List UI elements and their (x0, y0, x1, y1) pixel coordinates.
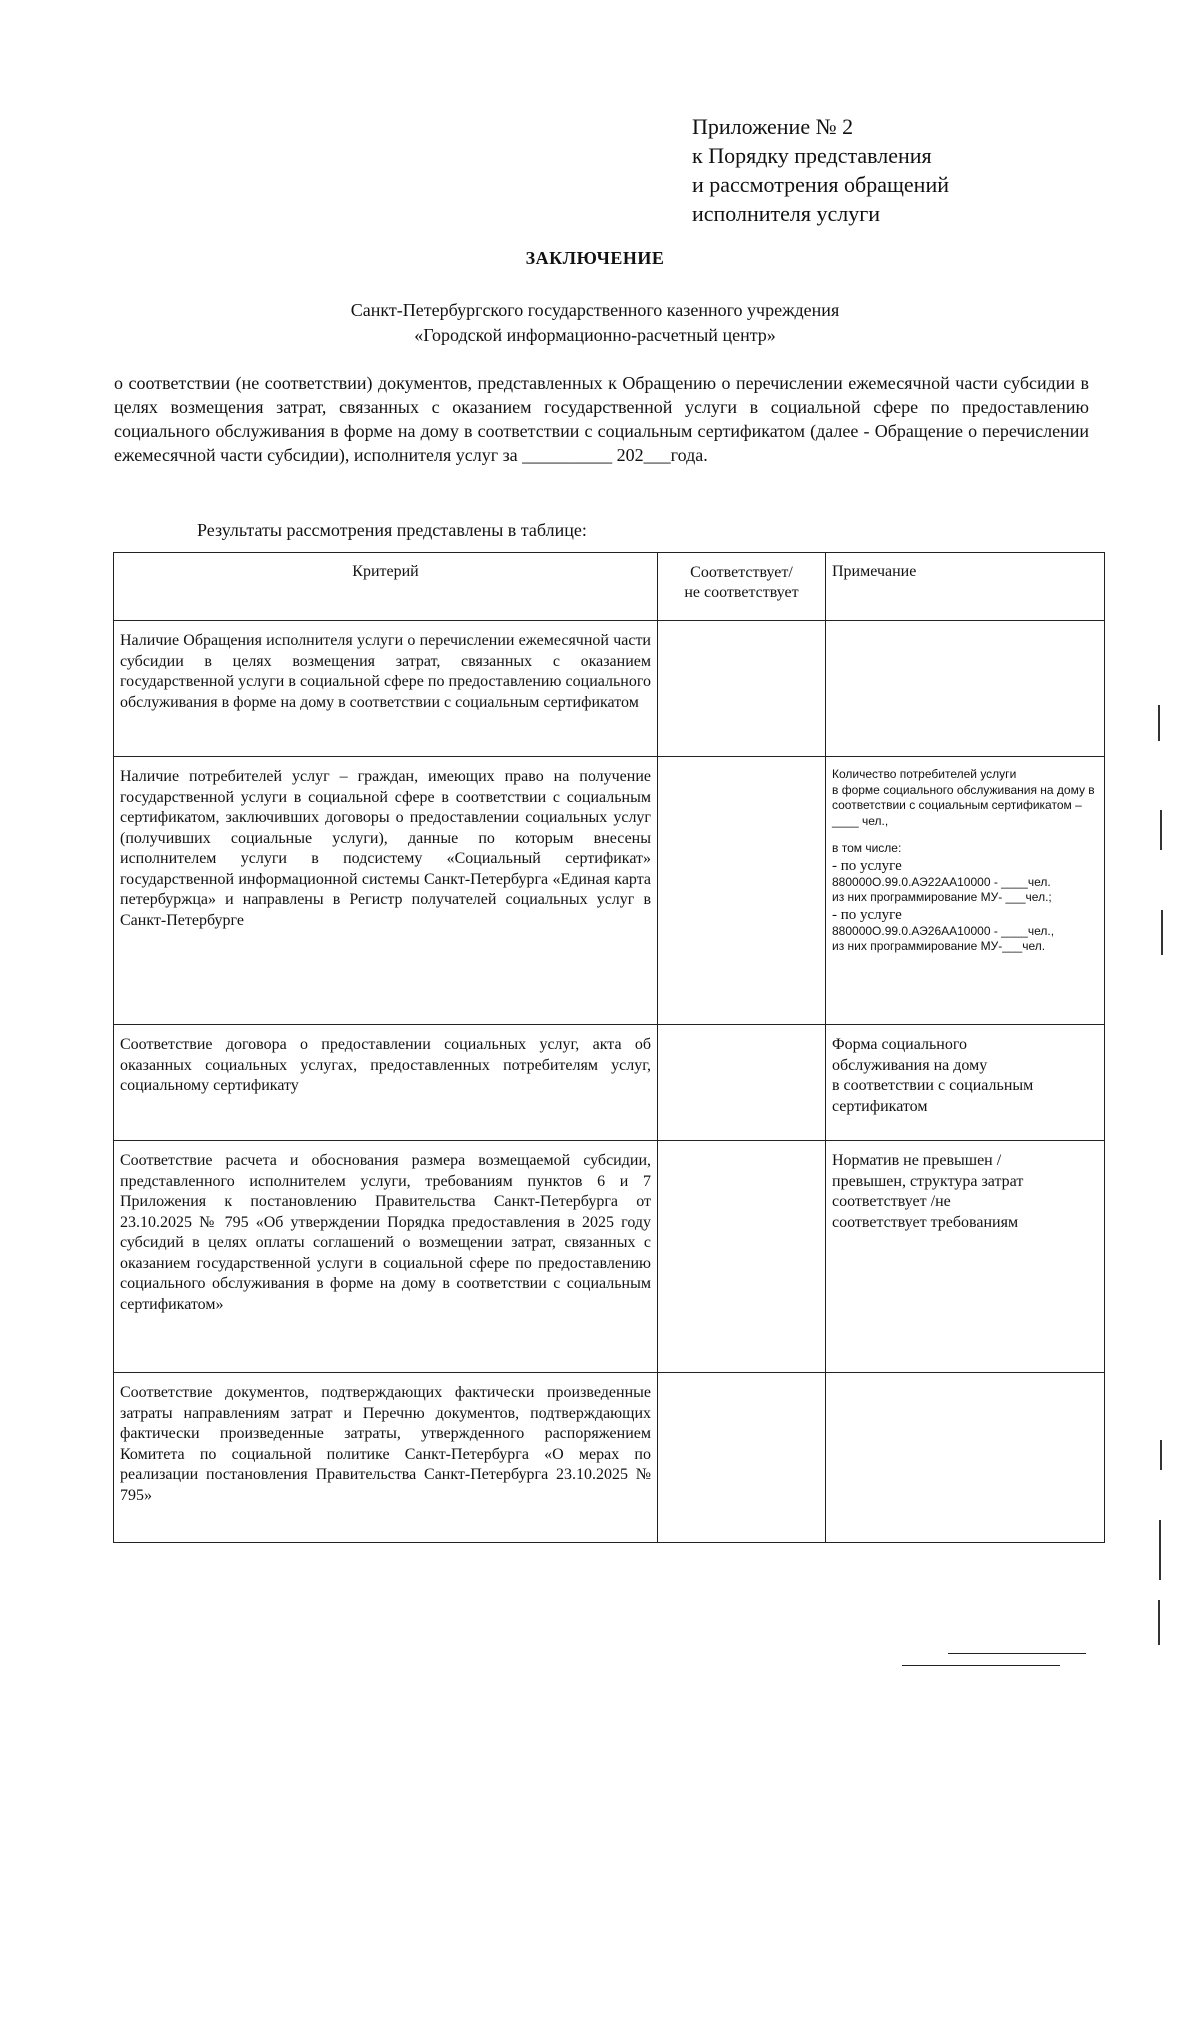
note-line: соответствует требованиям (832, 1213, 1019, 1231)
note-line: в том числе: (832, 841, 902, 855)
appendix-line: и рассмотрения обращений (692, 172, 949, 197)
scan-edge-mark (1160, 1440, 1162, 1470)
table-row (114, 1141, 1105, 1373)
note-cell[interactable] (826, 1025, 1105, 1141)
criteria-table (113, 552, 1105, 1543)
scan-edge-mark (1158, 705, 1160, 741)
signature-line (902, 1665, 1060, 1666)
table-row (114, 757, 1105, 1025)
scan-edge-mark (1159, 1520, 1161, 1580)
note-line: обслуживания на дому (832, 1056, 988, 1074)
note-line: из них программирование МУ-___чел. (832, 939, 1046, 953)
intro-text: о соответствии (не соответствии) документов, представленных к Обращению о перечислении ежемесячной части субсидии в целях возмещения затрат, связанных с оказанием государственной услуги в социальной сфере по предоставлению социального обслуживания в форме на дому в соответствии с социальным сертификатом (далее - Обращение о перечислении ежемесячной части субсидии), исполнителя услуг за __________ 202___года. (114, 373, 1089, 465)
note-spacer (832, 829, 1098, 841)
criterion-cell: Наличие Обращения исполнителя услуги о перечислении ежемесячной части субсидии в целях возмещения затрат, связанных с оказанием государственной услуги в социальной сфере по предоставлению социального обслуживания в форме на дому в соответствии с социальным сертификатом (114, 621, 658, 757)
header-match (658, 553, 826, 621)
note-line: соответствует /не (832, 1193, 951, 1210)
note-line: 880000О.99.0.АЭ22АА10000 - ____чел. (832, 874, 1051, 889)
note-line: Норматив не превышен / (832, 1152, 1002, 1169)
note-line: в форме социального обслуживания на дому в соответствии с социальным сертификатом – ____ чел., (832, 782, 1095, 828)
criterion-cell: Наличие потребителей услуг – граждан, имеющих право на получение государственной услуги в социальной сфере в соответствии с социальным сертификатом, заключивших договоры о предоставлении социальных услуг (получивших социальные услуги), данные по которым внесены исполнителем услуги в подсистему «Социальный сертификат» государственной информационной системы Санкт-Петербурга «Единая карта петербуржца» и направлены в Регистр получателей социальных услуг в Санкт-Петербурге (114, 757, 658, 1025)
table-row (114, 1025, 1105, 1141)
note-cell[interactable] (826, 1141, 1105, 1373)
match-cell[interactable] (658, 1025, 826, 1141)
note-line: в соответствии с социальным (832, 1077, 1034, 1094)
note-line: превышен, структура затрат (832, 1172, 1024, 1190)
appendix-line: Приложение № 2 (692, 114, 854, 139)
criterion-cell: Соответствие документов, подтверждающих фактически произведенные затраты направлениям затрат и Перечню документов, подтверждающих фактически произведенные затраты, утвержденного распоряжением Комитета по социальной политике Санкт-Петербурга «О мерах по реализации постановления Правительства Санкт-Петербурга 23.10.2025 № 795» (114, 1373, 658, 1543)
note-line: - по услуге (832, 857, 902, 874)
note-line: Количество потребителей услуги (832, 767, 1017, 781)
table-caption: Результаты рассмотрения представлены в таблице: (197, 520, 587, 540)
note-cell[interactable] (826, 621, 1105, 757)
match-cell[interactable] (658, 1141, 826, 1373)
match-cell[interactable] (658, 757, 826, 1025)
note-line: Форма социального (832, 1036, 967, 1053)
header-criterion: Критерий (114, 553, 658, 621)
table-row (114, 621, 1105, 757)
note-line: из них программирование МУ- ___чел.; (832, 890, 1052, 904)
organization-line: Санкт-Петербургского государственного казенного учреждения (350, 300, 840, 320)
criterion-cell: Соответствие договора о предоставлении социальных услуг, акта об оказанных социальных услугах, предоставленных потребителям услуг, социальному сертификату (114, 1025, 658, 1141)
note-cell[interactable] (826, 757, 1105, 1025)
scan-edge-mark (1161, 910, 1163, 955)
header-match-line: Соответствует/ (690, 564, 793, 581)
intro-paragraph (114, 371, 1089, 467)
note-line: 880000О.99.0.АЭ26АА10000 - ____чел., (832, 923, 1055, 938)
match-cell[interactable] (658, 1373, 826, 1543)
table-header-row (114, 553, 1105, 621)
note-cell[interactable] (826, 1373, 1105, 1543)
table-row (114, 1373, 1105, 1543)
organization-line: «Городской информационно-расчетный центр» (414, 325, 776, 345)
match-cell[interactable] (658, 621, 826, 757)
appendix-line: к Порядку представления (692, 143, 932, 168)
scan-edge-mark (1158, 1600, 1160, 1645)
header-match-line: не соответствует (684, 584, 799, 601)
signature-line (948, 1653, 1086, 1654)
criterion-cell: Соответствие расчета и обоснования размера возмещаемой субсидии, представленного исполнителем услуги, требованиям пунктов 6 и 7 Приложения к постановлению Правительства Санкт-Петербурга от 23.10.2025 № 795 «Об утверждении Порядка предоставления в 2025 году субсидий в целях оплаты соглашений о возмещении затрат, связанных с оказанием государственной услуги в социальной сфере по предоставлению социального обслуживания в форме на дому в соответствии с социальным сертификатом» (114, 1141, 658, 1373)
note-line: сертификатом (832, 1097, 928, 1115)
note-line: - по услуге (832, 906, 902, 923)
scan-edge-mark (1160, 810, 1162, 850)
organization-name (0, 298, 1190, 348)
document-title: ЗАКЛЮЧЕНИЕ (525, 248, 665, 268)
appendix-line: исполнителя услуги (692, 201, 881, 226)
appendix-header (692, 112, 1112, 228)
header-note: Примечание (826, 553, 1105, 621)
